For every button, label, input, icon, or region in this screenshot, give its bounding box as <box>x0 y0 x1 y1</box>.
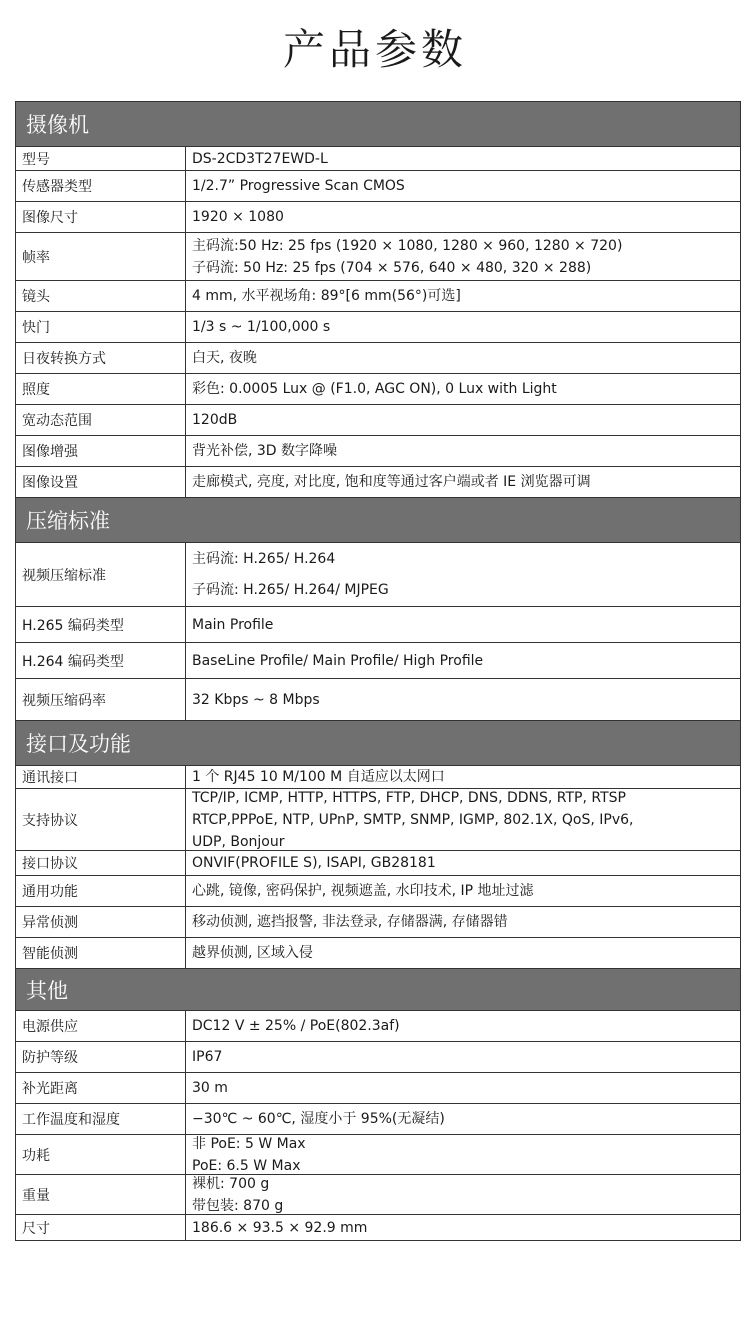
spec-value <box>186 1011 740 1041</box>
spec-label: 快门 <box>16 312 186 342</box>
spec-value-line: 裸机: 700 g <box>192 1175 270 1192</box>
spec-value <box>186 405 740 435</box>
spec-value-line: 带包装: 870 g <box>192 1197 284 1214</box>
spec-row <box>16 907 740 938</box>
spec-value <box>186 851 740 875</box>
spec-value <box>186 233 740 280</box>
spec-value <box>186 467 740 497</box>
spec-label: 视频压缩码率 <box>16 679 186 720</box>
section-header: 压缩标准 <box>16 498 740 543</box>
spec-label: 图像增强 <box>16 436 186 466</box>
spec-label: 智能侦测 <box>16 938 186 968</box>
spec-value-line: 1/3 s ~ 1/100,000 s <box>192 319 331 335</box>
spec-value-line: RTCP,PPPoE, NTP, UPnP, SMTP, SNMP, IGMP, 802.1X, QoS, IPv6, <box>192 811 634 828</box>
spec-value <box>186 281 740 311</box>
spec-row <box>16 374 740 405</box>
spec-label: 宽动态范围 <box>16 405 186 435</box>
spec-value-line: 彩色: 0.0005 Lux @ (F1.0, AGC ON), 0 Lux with Light <box>192 381 557 397</box>
spec-row <box>16 1135 740 1175</box>
spec-row <box>16 467 740 498</box>
spec-value-line: 32 Kbps ~ 8 Mbps <box>192 691 320 708</box>
spec-label: H.265 编码类型 <box>16 607 186 642</box>
spec-label: 视频压缩标准 <box>16 543 186 606</box>
spec-value <box>186 1073 740 1103</box>
spec-row <box>16 938 740 969</box>
spec-label: H.264 编码类型 <box>16 643 186 678</box>
spec-value-line: 4 mm, 水平视场角: 89°[6 mm(56°)可选] <box>192 288 461 304</box>
spec-value-line: 1 个 RJ45 10 M/100 M 自适应以太网口 <box>192 769 445 785</box>
spec-value-line: 1920 × 1080 <box>192 209 284 225</box>
spec-value-line: 子码流: H.265/ H.264/ MJPEG <box>192 582 389 599</box>
spec-value-line: Main Profile <box>192 616 274 633</box>
spec-label: 补光距离 <box>16 1073 186 1103</box>
spec-label: 功耗 <box>16 1135 186 1174</box>
spec-row <box>16 147 740 171</box>
spec-label: 传感器类型 <box>16 171 186 201</box>
spec-value <box>186 607 740 642</box>
spec-row <box>16 1215 740 1241</box>
spec-label: 尺寸 <box>16 1215 186 1240</box>
spec-label: 接口协议 <box>16 851 186 875</box>
spec-label: 图像设置 <box>16 467 186 497</box>
spec-label: 日夜转换方式 <box>16 343 186 373</box>
spec-value-line: 越界侦测, 区域入侵 <box>192 945 313 961</box>
spec-value-line: 非 PoE: 5 W Max <box>192 1135 306 1152</box>
spec-value <box>186 938 740 968</box>
spec-value-line: BaseLine Profile/ Main Profile/ High Profile <box>192 652 484 669</box>
spec-value <box>186 1135 740 1174</box>
spec-row <box>16 171 740 202</box>
spec-value-line: 心跳, 镜像, 密码保护, 视频遮盖, 水印技术, IP 地址过滤 <box>192 883 534 899</box>
spec-label: 型号 <box>16 147 186 170</box>
spec-value <box>186 1215 740 1240</box>
spec-row <box>16 312 740 343</box>
spec-label: 帧率 <box>16 233 186 280</box>
spec-row <box>16 405 740 436</box>
spec-value-line: IP67 <box>192 1049 223 1065</box>
spec-value <box>186 374 740 404</box>
spec-value <box>186 202 740 232</box>
spec-value-line: 120dB <box>192 412 238 428</box>
section-header: 其他 <box>16 969 740 1011</box>
spec-value-line: 走廊模式, 亮度, 对比度, 饱和度等通过客户端或者 IE 浏览器可调 <box>192 474 591 490</box>
spec-value-line: ONVIF(PROFILE S), ISAPI, GB28181 <box>192 855 436 871</box>
spec-label: 镜头 <box>16 281 186 311</box>
spec-row <box>16 1011 740 1042</box>
spec-row <box>16 1175 740 1215</box>
spec-row <box>16 789 740 851</box>
spec-value <box>186 312 740 342</box>
spec-row <box>16 281 740 312</box>
spec-label: 支持协议 <box>16 789 186 850</box>
spec-value <box>186 147 740 170</box>
spec-value-line: 移动侦测, 遮挡报警, 非法登录, 存储器满, 存储器错 <box>192 914 508 930</box>
spec-label: 工作温度和湿度 <box>16 1104 186 1134</box>
spec-value <box>186 1175 740 1214</box>
spec-value-line: 背光补偿, 3D 数字降噪 <box>192 443 338 459</box>
section-header: 摄像机 <box>16 102 740 147</box>
spec-row <box>16 233 740 281</box>
spec-row <box>16 876 740 907</box>
spec-value <box>186 766 740 788</box>
spec-label: 重量 <box>16 1175 186 1214</box>
spec-value-line: UDP, Bonjour <box>192 833 285 850</box>
spec-row <box>16 202 740 233</box>
spec-label: 异常侦测 <box>16 907 186 937</box>
spec-value-line: 186.6 × 93.5 × 92.9 mm <box>192 1219 368 1236</box>
spec-value <box>186 1042 740 1072</box>
spec-value <box>186 643 740 678</box>
spec-row <box>16 679 740 721</box>
spec-value <box>186 789 740 850</box>
spec-value <box>186 543 740 606</box>
spec-label: 通讯接口 <box>16 766 186 788</box>
section-header: 接口及功能 <box>16 721 740 766</box>
spec-label: 电源供应 <box>16 1011 186 1041</box>
spec-row <box>16 436 740 467</box>
spec-row <box>16 607 740 643</box>
spec-value-line: TCP/IP, ICMP, HTTP, HTTPS, FTP, DHCP, DNS, DDNS, RTP, RTSP <box>192 789 626 806</box>
page-title: 产品参数 <box>282 25 467 74</box>
spec-value-line: 子码流: 50 Hz: 25 fps (704 × 576, 640 × 480, 320 × 288) <box>192 259 592 276</box>
spec-value <box>186 679 740 720</box>
spec-value-line: 主码流:50 Hz: 25 fps (1920 × 1080, 1280 × 960, 1280 × 720) <box>192 237 623 254</box>
spec-row <box>16 543 740 607</box>
spec-value <box>186 1104 740 1134</box>
spec-row <box>16 343 740 374</box>
spec-value-line: 主码流: H.265/ H.264 <box>192 550 336 567</box>
spec-value <box>186 907 740 937</box>
spec-label: 照度 <box>16 374 186 404</box>
spec-value-line: −30℃ ~ 60℃, 湿度小于 95%(无凝结) <box>192 1111 445 1127</box>
spec-label: 防护等级 <box>16 1042 186 1072</box>
spec-value <box>186 343 740 373</box>
spec-value-line: DS-2CD3T27EWD-L <box>192 150 328 167</box>
spec-value <box>186 876 740 906</box>
spec-value-line: PoE: 6.5 W Max <box>192 1157 301 1174</box>
spec-row <box>16 1104 740 1135</box>
spec-row <box>16 851 740 876</box>
spec-label: 通用功能 <box>16 876 186 906</box>
spec-value-line: DC12 V ± 25% / PoE(802.3af) <box>192 1018 400 1034</box>
spec-value <box>186 436 740 466</box>
spec-value <box>186 171 740 201</box>
spec-row <box>16 1042 740 1073</box>
spec-table <box>15 101 741 1241</box>
spec-label: 图像尺寸 <box>16 202 186 232</box>
spec-value-line: 白天, 夜晚 <box>192 350 257 366</box>
spec-value-line: 1/2.7” Progressive Scan CMOS <box>192 178 405 194</box>
spec-value-line: 30 m <box>192 1080 228 1096</box>
spec-row <box>16 1073 740 1104</box>
spec-row <box>16 643 740 679</box>
